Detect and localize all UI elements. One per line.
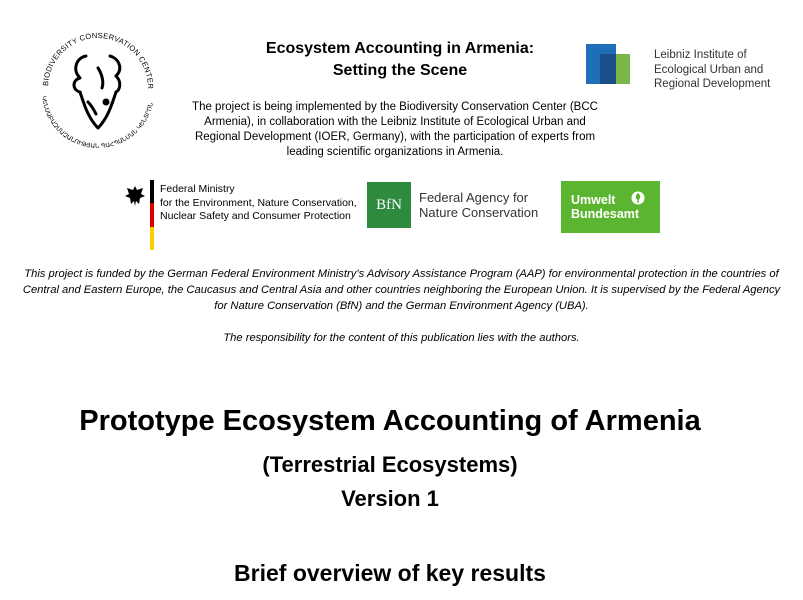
responsibility-note: The responsibility for the content of this publication lies with the authors. bbox=[223, 332, 580, 344]
project-title-line1: Ecosystem Accounting in Armenia: bbox=[265, 40, 535, 57]
bmu-name-line1: Federal Ministry bbox=[160, 183, 235, 195]
uba-name bbox=[571, 193, 639, 221]
report-overview-heading: Brief overview of key results bbox=[234, 560, 546, 586]
ioer-name-line1: Leibniz Institute of bbox=[654, 49, 747, 61]
project-title bbox=[200, 38, 600, 82]
bfn-mark: BfN bbox=[367, 182, 411, 228]
deer-head-icon bbox=[74, 56, 120, 128]
project-title-line2: Setting the Scene bbox=[332, 62, 468, 79]
tree-icon bbox=[631, 191, 645, 205]
german-flag-bar bbox=[150, 180, 154, 250]
ioer-name-line3: Regional Development bbox=[654, 78, 771, 90]
funding-note: This project is funded by the German Federal Environment Ministry’s Advisory Assistance Program (AAP) for environmental protection in the countries of Central and Eastern Europe, the Caucasus and Central Asia and other countries neighboring the European Union. It is supervised by the Federal Agency for Nature Conservation (BfN) and the German Environment Agency (UBA). bbox=[22, 268, 781, 312]
uba-name-line1: Umwelt bbox=[571, 193, 616, 207]
project-intro: The project is being implemented by the Biodiversity Conservation Center (BCC Armenia), in collaboration with the Leibniz Institute of Ecological Urban and Regional Development (IOER, Germany), with the participation of experts from leading scientific organizations in Armenia. bbox=[192, 101, 598, 158]
report-version: Version 1 bbox=[341, 486, 439, 511]
ioer-mark-icon bbox=[584, 40, 638, 94]
bcc-logo-top-text: BIODIVERSITY CONSERVATION CENTER bbox=[40, 30, 156, 90]
bcc-logo bbox=[28, 18, 168, 158]
report-title: Prototype Ecosystem Accounting of Armenia bbox=[79, 405, 701, 437]
report-subtitle: (Terrestrial Ecosystems) bbox=[262, 452, 518, 477]
bfn-name-line1: Federal Agency for bbox=[419, 190, 529, 205]
bmu-name-line2: for the Environment, Nature Conservation, bbox=[160, 196, 357, 209]
bmu-name bbox=[160, 183, 357, 224]
uba-logo bbox=[561, 181, 660, 233]
ioer-name-line2: Ecological Urban and bbox=[654, 63, 764, 76]
uba-name-line2: Bundesamt bbox=[571, 207, 640, 221]
bmu-logo bbox=[120, 180, 360, 252]
bfn-logo bbox=[367, 182, 557, 232]
bfn-name-line2: Nature Conservation bbox=[419, 205, 539, 220]
bcc-emblem bbox=[28, 18, 168, 158]
svg-text:BIODIVERSITY CONSERVATION CENT bbox=[41, 31, 155, 90]
eagle-icon bbox=[124, 184, 146, 208]
svg-text:ԿԵՆՍԱԲԱԶՄԱԶԱՆՈՒԹՅԱՆ ՊԱՀՊԱՆՄԱՆ bbox=[40, 95, 155, 150]
ioer-logo bbox=[584, 40, 794, 96]
bcc-logo-bottom-text: ԿԵՆՍԱԲԱԶՄԱԶԱՆՈՒԹՅԱՆ ՊԱՀՊԱՆՄԱՆ ԿԵՆՏՐՈՆ bbox=[40, 95, 155, 151]
bmu-name-line3: Nuclear Safety and Consumer Protection bbox=[160, 210, 351, 222]
ioer-name bbox=[654, 48, 770, 92]
bfn-name bbox=[419, 190, 538, 220]
